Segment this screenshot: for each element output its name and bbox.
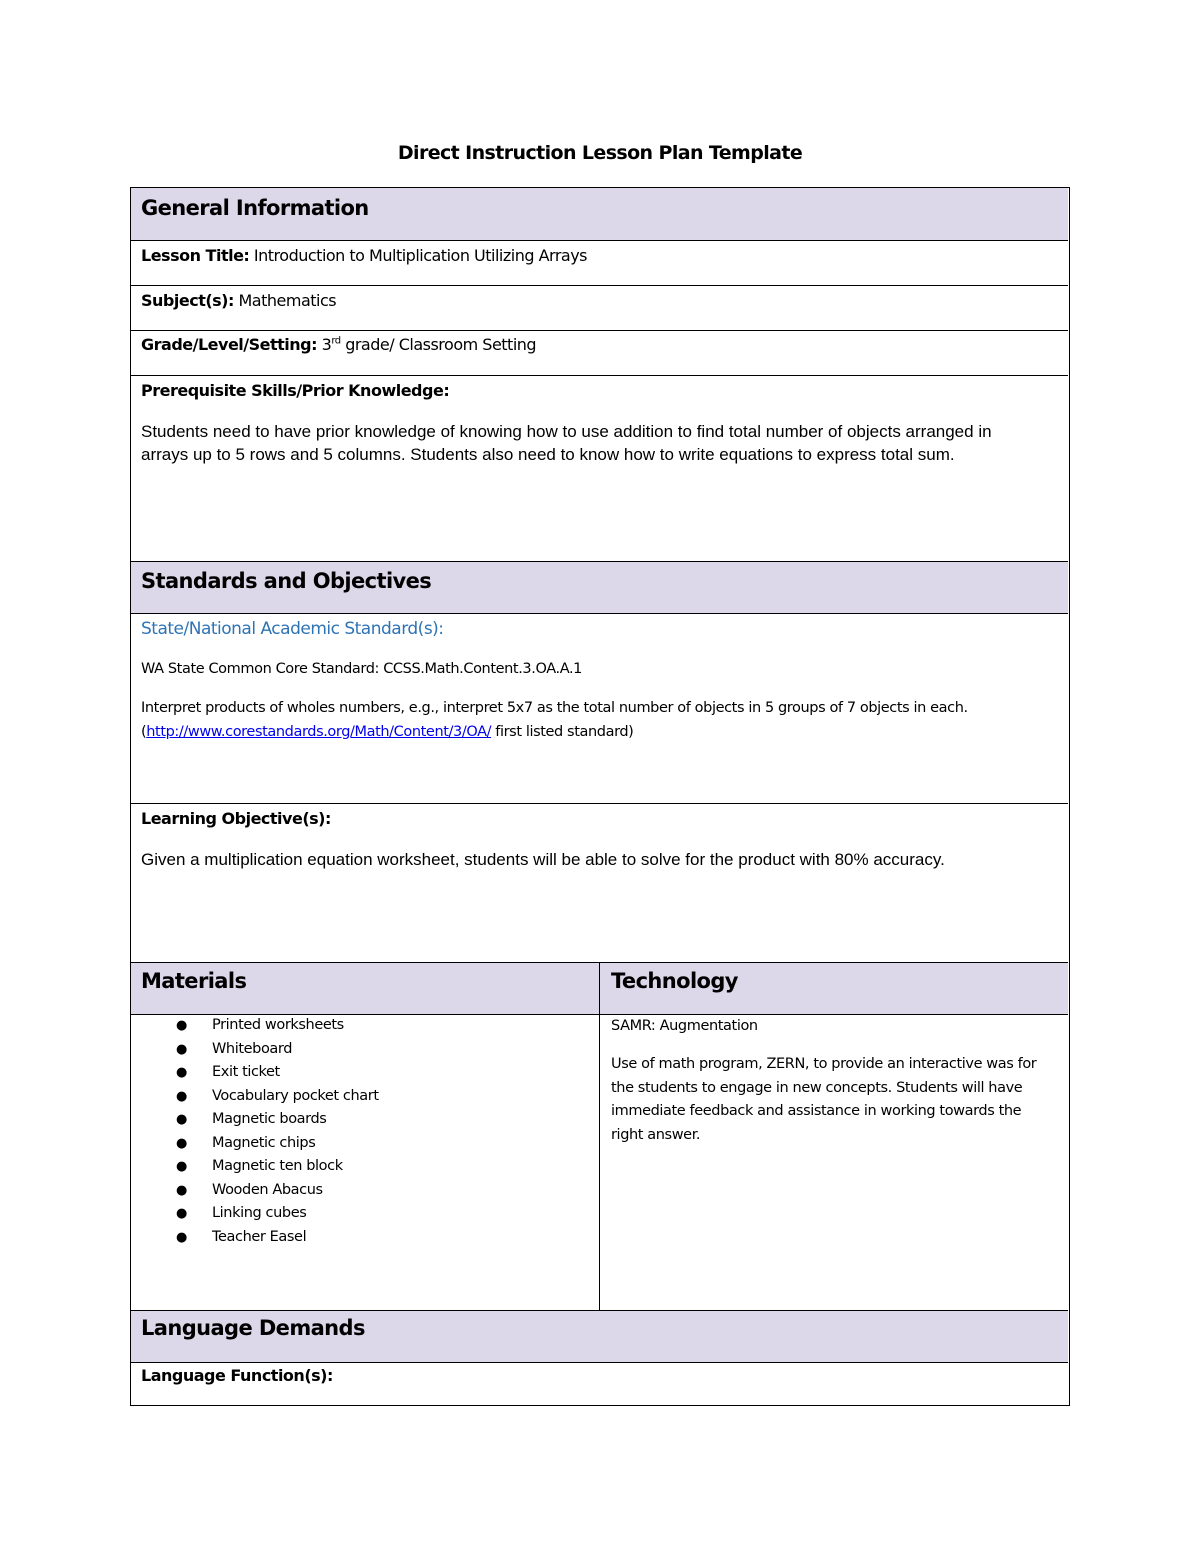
material-item-label: Magnetic chips bbox=[212, 1134, 316, 1151]
column-divider bbox=[599, 962, 600, 1310]
interpret-rest: first listed standard) bbox=[491, 723, 634, 740]
material-item bbox=[176, 1038, 379, 1062]
bullet-icon: ● bbox=[176, 1065, 187, 1080]
bullet-icon: ● bbox=[176, 1088, 187, 1104]
material-item bbox=[176, 1061, 379, 1085]
lesson-title-label: Lesson Title: bbox=[141, 246, 250, 265]
bullet-icon: ● bbox=[176, 1112, 187, 1127]
material-item-label: Magnetic boards bbox=[212, 1111, 327, 1127]
technology-line-3: immediate feedback and assistance in working towards the bbox=[611, 1103, 1022, 1119]
learning-objective-label bbox=[141, 809, 331, 828]
subjects-label: Subject(s): bbox=[141, 291, 234, 310]
technology-heading: Technology bbox=[611, 969, 738, 993]
prerequisite-label bbox=[141, 381, 449, 400]
row-divider bbox=[131, 613, 1068, 614]
general-information-heading: General Information bbox=[141, 196, 369, 220]
language-function-label-text: Language Function(s): bbox=[141, 1366, 333, 1385]
material-item bbox=[176, 1226, 379, 1250]
standard-code: WA State Common Core Standard: CCSS.Math.Content.3.OA.A.1 bbox=[141, 661, 582, 677]
material-item bbox=[176, 1085, 379, 1109]
subjects-field bbox=[141, 291, 336, 310]
material-item-label: Linking cubes bbox=[212, 1205, 307, 1221]
bullet-icon: ● bbox=[176, 1041, 187, 1057]
material-item-label: Magnetic ten block bbox=[212, 1158, 343, 1174]
interpret-line-1: Interpret products of wholes numbers, e.g., interpret 5x7 as the total number of objects in 5 groups of 7 objects in each. bbox=[141, 700, 968, 716]
material-item-label: Wooden Abacus bbox=[212, 1181, 323, 1198]
technology-description bbox=[611, 1053, 1036, 1147]
standards-label: State/National Academic Standard(s): bbox=[141, 619, 444, 639]
bullet-icon: ● bbox=[176, 1159, 187, 1174]
material-item-label: Teacher Easel bbox=[212, 1228, 307, 1245]
material-item bbox=[176, 1108, 379, 1132]
interpret-open-paren: ( bbox=[141, 723, 147, 740]
material-item-label: Vocabulary pocket chart bbox=[212, 1087, 379, 1104]
material-item bbox=[176, 1132, 379, 1156]
row-divider bbox=[131, 375, 1068, 376]
prerequisite-line-2: arrays up to 5 rows and 5 columns. Students also need to know how to write equations to express total sum. bbox=[141, 445, 955, 464]
material-item-label: Whiteboard bbox=[212, 1040, 293, 1057]
materials-heading: Materials bbox=[141, 969, 247, 993]
interpret-text bbox=[141, 697, 968, 744]
document-title: Direct Instruction Lesson Plan Template bbox=[397, 142, 803, 164]
row-divider bbox=[131, 1362, 1068, 1363]
interpret-line-2 bbox=[141, 721, 968, 745]
language-function-label bbox=[141, 1366, 333, 1385]
row-divider bbox=[131, 561, 1068, 562]
prerequisite-line-1: Students need to have prior knowledge of knowing how to use addition to find total number of objects arranged in bbox=[141, 422, 992, 441]
bullet-icon: ● bbox=[176, 1182, 187, 1198]
grade-number: 3 bbox=[321, 335, 332, 354]
language-demands-heading: Language Demands bbox=[141, 1316, 365, 1340]
learning-objective-label-text: Learning Objective(s): bbox=[141, 809, 331, 828]
technology-line-4: right answer. bbox=[611, 1126, 701, 1143]
technology-line-1: Use of math program, ZERN, to provide an interactive was for bbox=[611, 1056, 1037, 1072]
lesson-title-field bbox=[141, 246, 587, 265]
learning-objective-text: Given a multiplication equation worksheet, students will be able to solve for the product with 80% accuracy. bbox=[141, 850, 945, 869]
material-item bbox=[176, 1155, 379, 1179]
material-item bbox=[176, 1179, 379, 1203]
grade-field bbox=[141, 335, 536, 354]
material-item-label: Exit ticket bbox=[212, 1064, 280, 1080]
prerequisite-label-text: Prerequisite Skills/Prior Knowledge: bbox=[141, 381, 450, 400]
lesson-plan-table bbox=[130, 187, 1070, 1406]
grade-label: Grade/Level/Setting: bbox=[141, 335, 318, 354]
grade-rest: grade/ Classroom Setting bbox=[340, 335, 537, 354]
material-item bbox=[176, 1202, 379, 1226]
material-item bbox=[176, 1014, 379, 1038]
lesson-title-value: Introduction to Multiplication Utilizing Arrays bbox=[253, 246, 588, 265]
materials-list bbox=[176, 1014, 379, 1249]
subjects-value: Mathematics bbox=[238, 291, 337, 310]
technology-line-2: the students to engage in new concepts. Students will have bbox=[611, 1079, 1023, 1096]
bullet-icon: ● bbox=[176, 1135, 187, 1151]
bullet-icon: ● bbox=[176, 1018, 187, 1033]
standards-heading: Standards and Objectives bbox=[141, 569, 432, 593]
row-divider bbox=[131, 330, 1068, 331]
row-divider bbox=[131, 803, 1068, 804]
row-divider bbox=[131, 285, 1068, 286]
standards-link[interactable]: http://www.corestandards.org/Math/Content/3/OA/ bbox=[146, 723, 492, 740]
grade-ordinal: rd bbox=[331, 335, 341, 347]
samr-level: SAMR: Augmentation bbox=[611, 1018, 758, 1034]
row-divider bbox=[131, 240, 1068, 241]
row-divider bbox=[131, 1310, 1068, 1311]
material-item-label: Printed worksheets bbox=[212, 1017, 344, 1033]
prerequisite-text bbox=[141, 420, 1041, 466]
bullet-icon: ● bbox=[176, 1229, 187, 1245]
bullet-icon: ● bbox=[176, 1206, 187, 1221]
